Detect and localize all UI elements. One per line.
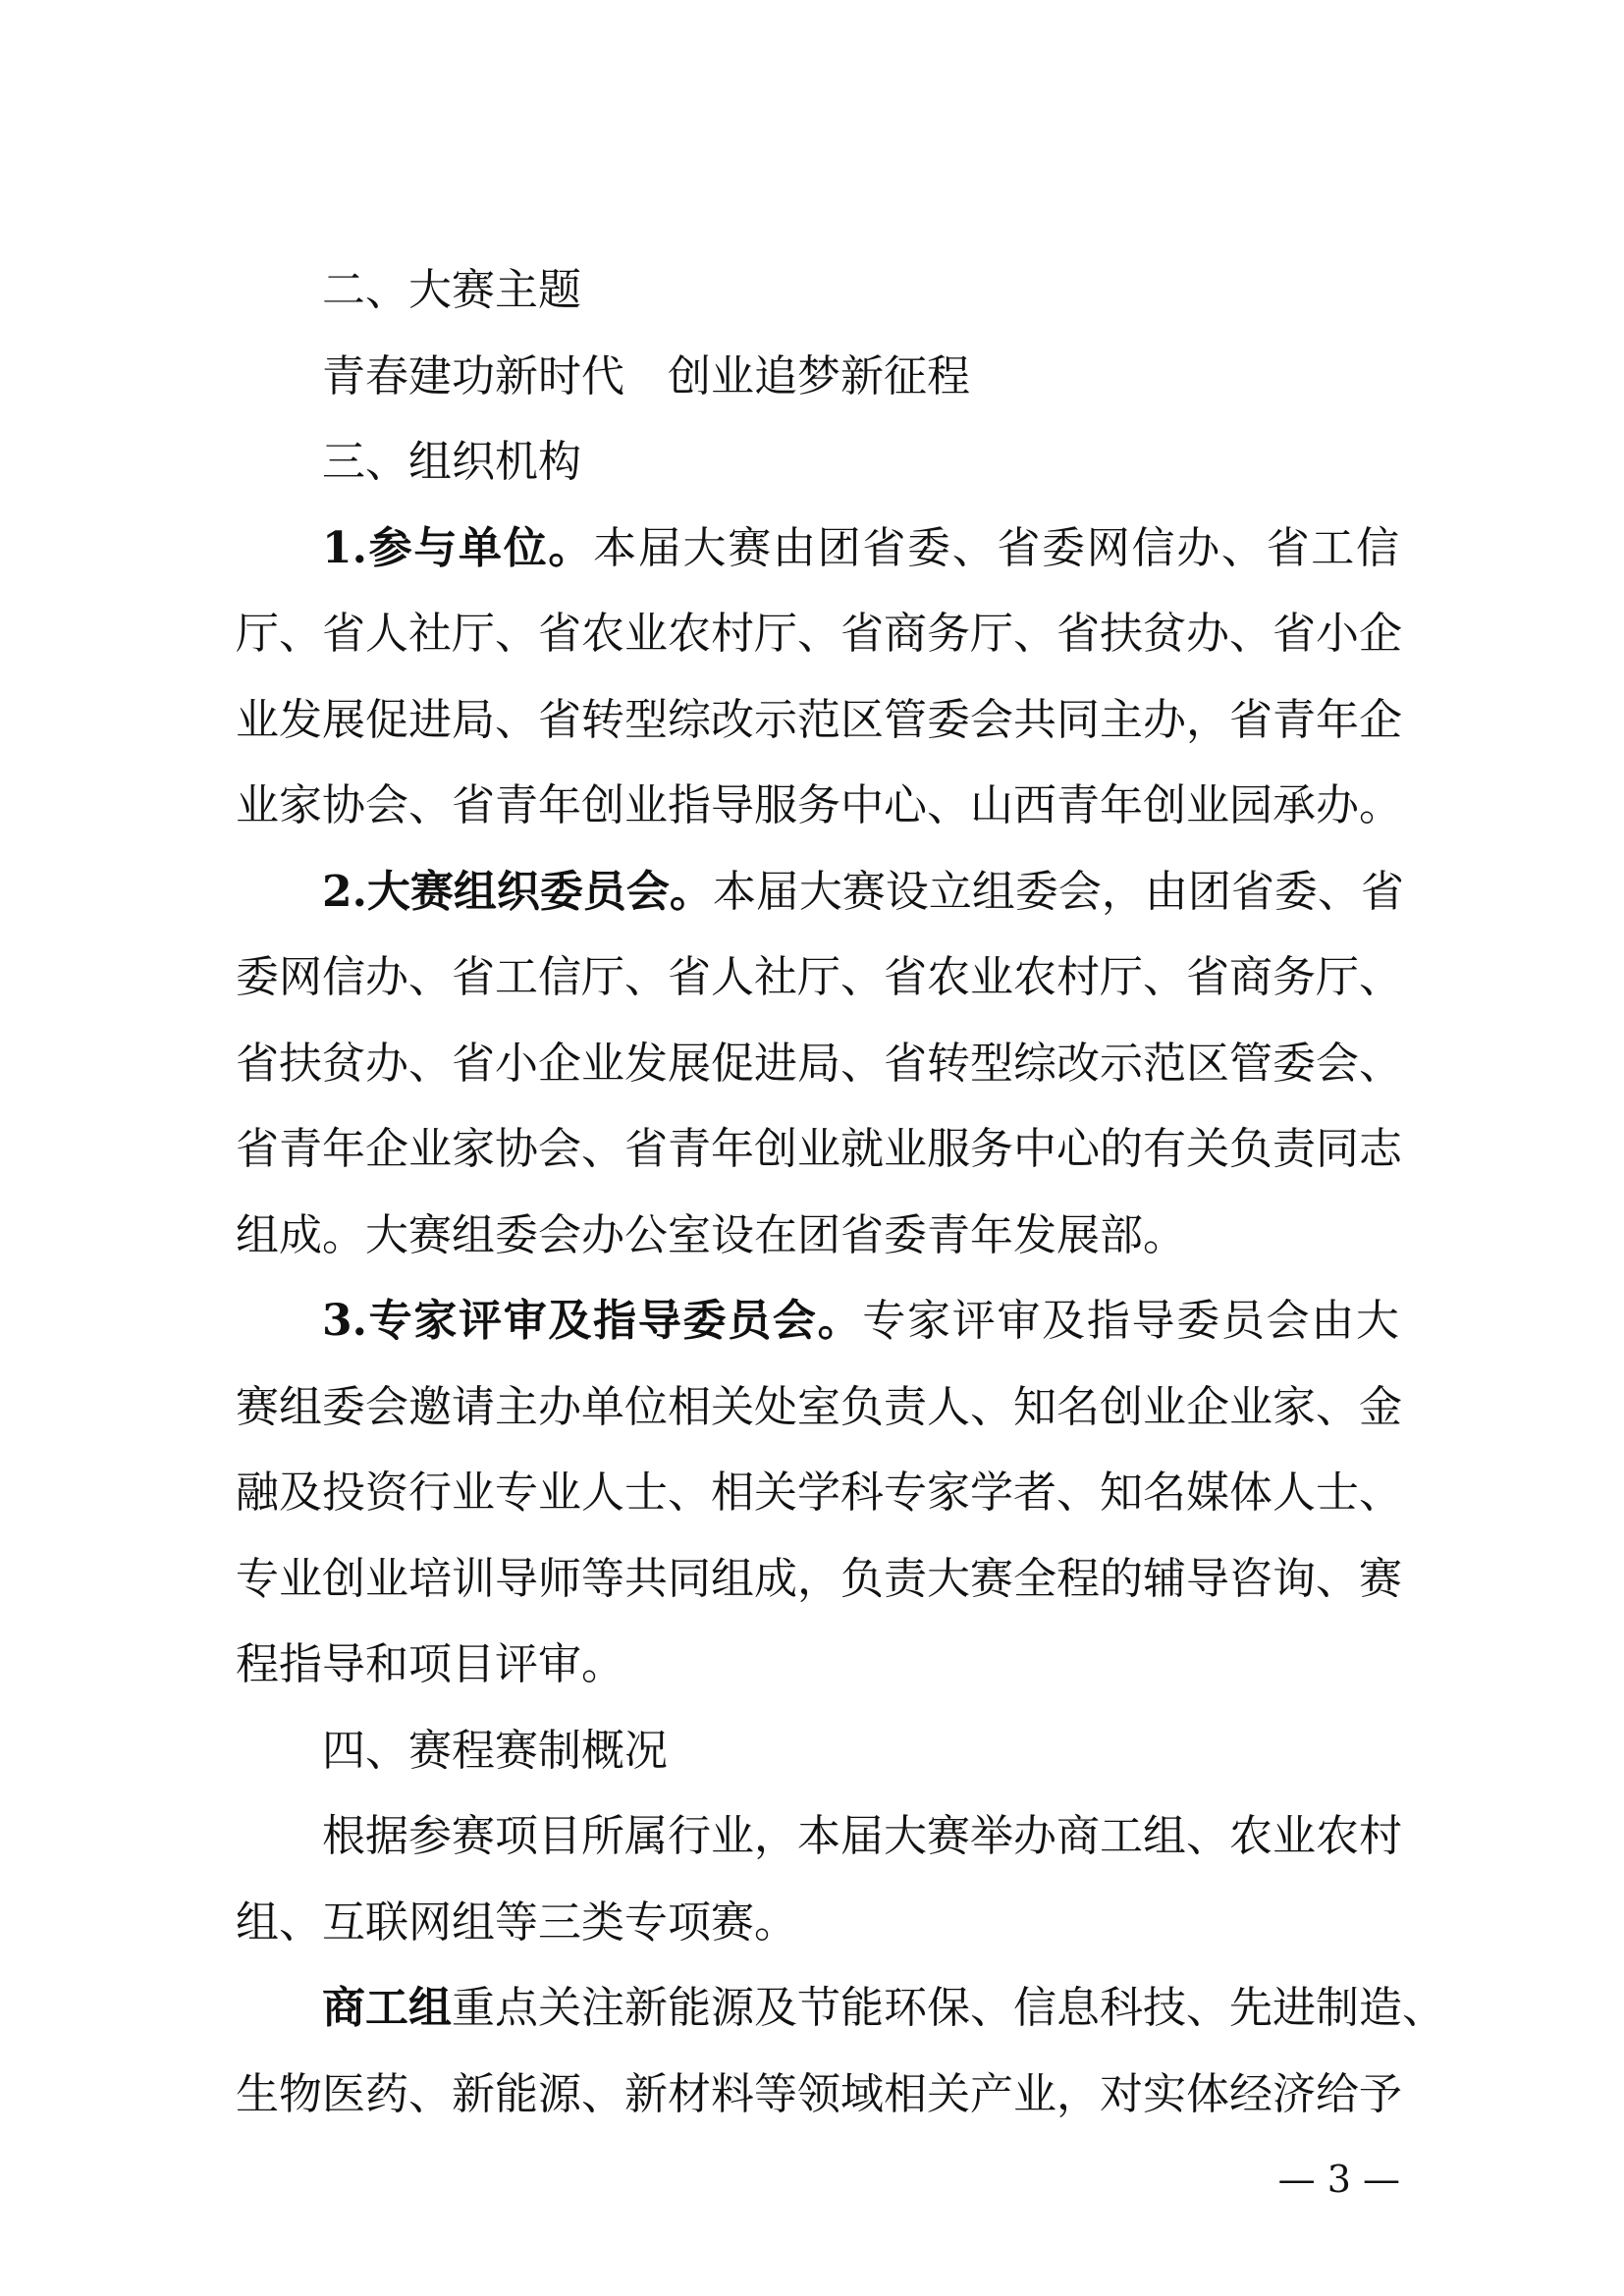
paragraph-line: 省青年企业家协会、省青年创业就业服务中心的有关负责同志 [236, 1124, 1402, 1174]
paragraph-line [236, 1278, 1399, 1364]
paragraph-text: 专家评审及指导委员会由大 [862, 1296, 1400, 1346]
theme-text: 青春建功新时代 创业追梦新征程 [322, 350, 970, 401]
paragraph-text: 本届大赛由团省委、省委网信办、省工信 [593, 522, 1399, 573]
section-heading-organization: 三、组织机构 [322, 437, 581, 487]
paragraph-line: 业发展促进局、省转型综改示范区管委会共同主办，省青年企 [236, 694, 1402, 745]
paragraph-line: 程指导和项目评审。 [236, 1639, 624, 1689]
paragraph-line: 省扶贫办、省小企业发展促进局、省转型综改示范区管委会、 [236, 1038, 1402, 1089]
page-number: — 3 — [1277, 2158, 1400, 2201]
section-heading-theme: 二、大赛主题 [322, 265, 581, 315]
paragraph-text: 本届大赛设立组委会，由团省委、省 [712, 866, 1404, 917]
paragraph-lead: 商工组 [322, 1983, 452, 2033]
paragraph-line: 厅、省人社厅、省农业农村厅、省商务厅、省扶贫办、省小企 [236, 609, 1402, 659]
paragraph-text: 重点关注新能源及节能环保、信息科技、先进制造、 [452, 1983, 1445, 2033]
paragraph-line: 生物医药、新能源、新材料等领域相关产业，对实体经济给予 [236, 2068, 1402, 2119]
paragraph-line: 专业创业培训导师等共同组成，负责大赛全程的辅导咨询、赛 [236, 1553, 1402, 1604]
section-heading-schedule: 四、赛程赛制概况 [322, 1725, 668, 1776]
paragraph-line: 业家协会、省青年创业指导服务中心、山西青年创业园承办。 [236, 780, 1402, 830]
paragraph-line [236, 1965, 1445, 2052]
paragraph-line: 根据参赛项目所属行业，本届大赛举办商工组、农业农村 [322, 1811, 1402, 1861]
paragraph-line [236, 506, 1399, 592]
paragraph-line [236, 849, 1404, 935]
paragraph-lead: 1.参与单位。 [322, 522, 594, 573]
paragraph-line: 融及投资行业专业人士、相关学科专家学者、知名媒体人士、 [236, 1468, 1402, 1518]
paragraph-line: 组成。大赛组委会办公室设在团省委青年发展部。 [236, 1209, 1186, 1260]
paragraph-lead: 3.专家评审及指导委员会。 [322, 1296, 863, 1346]
paragraph-line: 赛组委会邀请主办单位相关处室负责人、知名创业企业家、金 [236, 1381, 1402, 1432]
paragraph-line: 委网信办、省工信厅、省人社厅、省农业农村厅、省商务厅、 [236, 952, 1402, 1002]
paragraph-line: 组、互联网组等三类专项赛。 [236, 1896, 797, 1948]
document-body [236, 247, 1445, 2137]
paragraph-lead: 2.大赛组织委员会。 [322, 866, 713, 917]
